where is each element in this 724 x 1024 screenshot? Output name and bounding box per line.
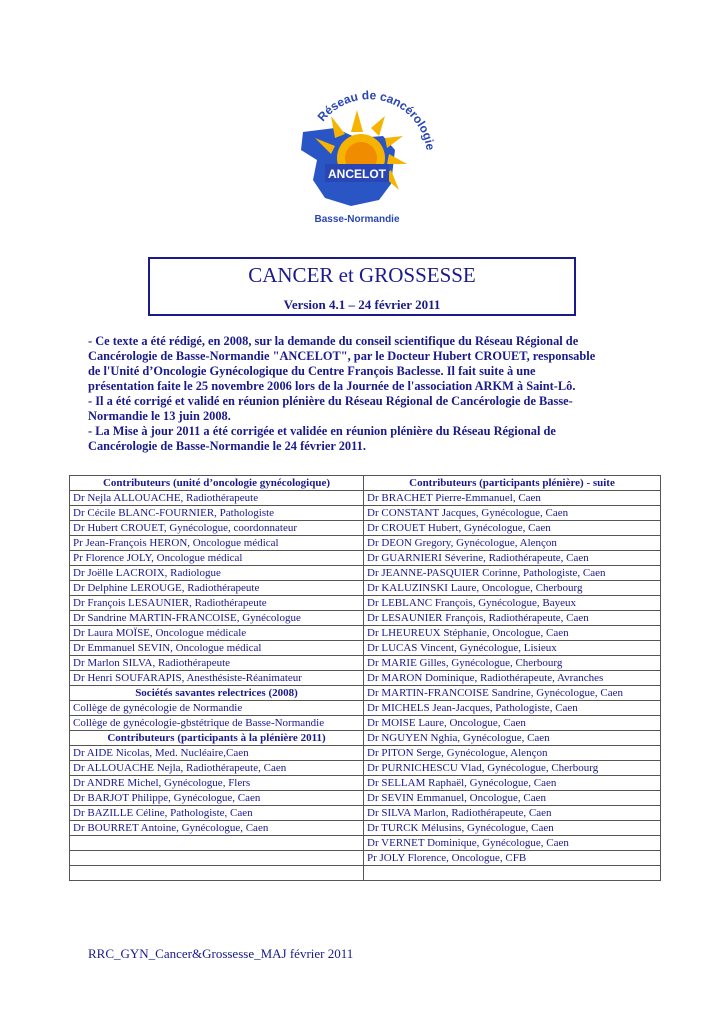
table-cell: Dr MARON Dominique, Radiothérapeute, Avranches (364, 671, 661, 686)
ancelot-logo (295, 80, 445, 230)
table-cell: Dr Nejla ALLOUACHE, Radiothérapeute (70, 491, 364, 506)
table-cell: Dr LHEUREUX Stéphanie, Oncologue, Caen (364, 626, 661, 641)
table-cell: Dr SELLAM Raphaël, Gynécologue, Caen (364, 776, 661, 791)
table-cell: Dr CROUET Hubert, Gynécologue, Caen (364, 521, 661, 536)
table-cell: Dr Delphine LEROUGE, Radiothérapeute (70, 581, 364, 596)
intro-line: Normandie le 13 juin 2008. (88, 409, 231, 423)
table-row (70, 776, 661, 791)
table-cell: Dr JEANNE-PASQUIER Corinne, Pathologiste, Caen (364, 566, 661, 581)
table-cell: Dr MOISE Laure, Oncologue, Caen (364, 716, 661, 731)
table-cell: Dr BRACHET Pierre-Emmanuel, Caen (364, 491, 661, 506)
table-cell (364, 866, 661, 881)
table-row (70, 596, 661, 611)
table-cell: Dr KALUZINSKI Laure, Oncologue, Cherbourg (364, 581, 661, 596)
table-row (70, 491, 661, 506)
table-cell (70, 836, 364, 851)
intro-line: Cancérologie de Basse-Normandie le 24 février 2011. (88, 439, 366, 453)
logo-arc-text: Réseau de cancérologie (314, 88, 438, 152)
contributors-table-body (70, 476, 661, 881)
intro-text (88, 334, 648, 454)
table-row (70, 536, 661, 551)
table-cell: Dr ALLOUACHE Nejla, Radiothérapeute, Caen (70, 761, 364, 776)
table-row (70, 626, 661, 641)
table-row (70, 701, 661, 716)
table-row (70, 581, 661, 596)
table-cell: Dr Laura MOÏSE, Oncologue médicale (70, 626, 364, 641)
table-row (70, 746, 661, 761)
logo-name: ANCELOT (328, 167, 386, 181)
table-cell: Dr BOURRET Antoine, Gynécologue, Caen (70, 821, 364, 836)
table-row (70, 806, 661, 821)
table-cell: Dr Cécile BLANC-FOURNIER, Pathologiste (70, 506, 364, 521)
table-cell: Dr Hubert CROUET, Gynécologue, coordonnateur (70, 521, 364, 536)
table-cell: Dr CONSTANT Jacques, Gynécologue, Caen (364, 506, 661, 521)
table-cell: Dr AIDE Nicolas, Med. Nucléaire,Caen (70, 746, 364, 761)
table-cell: Dr Marlon SILVA, Radiothérapeute (70, 656, 364, 671)
table-cell: Dr Emmanuel SEVIN, Oncologue médical (70, 641, 364, 656)
table-cell: Dr Joëlle LACROIX, Radiologue (70, 566, 364, 581)
logo-graphic (295, 80, 445, 230)
footer-filename: RRC_GYN_Cancer&Grossesse_MAJ février 2011 (88, 946, 354, 961)
intro-line: Cancérologie de Basse-Normandie "ANCELOT", par le Docteur Hubert CROUET, responsable (88, 349, 596, 363)
table-row (70, 761, 661, 776)
table-cell: Dr NGUYEN Nghia, Gynécologue, Caen (364, 731, 661, 746)
table-row (70, 821, 661, 836)
table-row (70, 551, 661, 566)
intro-line: - La Mise à jour 2011 a été corrigée et validée en réunion plénière du Réseau Régional de (88, 424, 556, 438)
table-row (70, 686, 661, 701)
table-row (70, 671, 661, 686)
table-cell: Dr SEVIN Emmanuel, Oncologue, Caen (364, 791, 661, 806)
logo-region: Basse-Normandie (314, 214, 400, 225)
table-row (70, 656, 661, 671)
table-row (70, 866, 661, 881)
table-cell: Dr DEON Gregory, Gynécologue, Alençon (364, 536, 661, 551)
intro-line: - Il a été corrigé et validé en réunion plénière du Réseau Régional de Cancérologie de Basse- (88, 394, 573, 408)
intro-line: - Ce texte a été rédigé, en 2008, sur la demande du conseil scientifique du Réseau Régional de (88, 334, 579, 348)
table-cell: Dr VERNET Dominique, Gynécologue, Caen (364, 836, 661, 851)
table-section-header: Contributeurs (unité d’oncologie gynécologique) (70, 476, 364, 491)
table-cell: Pr JOLY Florence, Oncologue, CFB (364, 851, 661, 866)
table-row (70, 731, 661, 746)
table-cell: Dr BAZILLE Céline, Pathologiste, Caen (70, 806, 364, 821)
table-cell: Dr MICHELS Jean-Jacques, Pathologiste, Caen (364, 701, 661, 716)
table-cell: Dr MARIE Gilles, Gynécologue, Cherbourg (364, 656, 661, 671)
table-cell: Dr BARJOT Philippe, Gynécologue, Caen (70, 791, 364, 806)
table-section-header: Contributeurs (participants plénière) - suite (364, 476, 661, 491)
contributors-table (69, 475, 661, 881)
table-cell: Pr Florence JOLY, Oncologue médical (70, 551, 364, 566)
table-cell (70, 866, 364, 881)
table-cell: Dr Henri SOUFARAPIS, Anesthésiste-Réanimateur (70, 671, 364, 686)
table-cell: Dr PURNICHESCU Vlad, Gynécologue, Cherbourg (364, 761, 661, 776)
table-cell: Collège de gynécologie de Normandie (70, 701, 364, 716)
table-row (70, 521, 661, 536)
table-section-header: Sociétés savantes relectrices (2008) (70, 686, 364, 701)
table-cell: Dr MARTIN-FRANCOISE Sandrine, Gynécologue, Caen (364, 686, 661, 701)
table-cell: Dr LUCAS Vincent, Gynécologue, Lisieux (364, 641, 661, 656)
intro-line: de l'Unité d’Oncologie Gynécologique du Centre François Baclesse. Il fait suite à une (88, 364, 536, 378)
table-row (70, 836, 661, 851)
intro-line: présentation faite le 25 novembre 2006 lors de la Journée de l'association ARKM à Saint-Lô. (88, 379, 576, 393)
title-box (148, 257, 576, 316)
table-row (70, 476, 661, 491)
document-version: Version 4.1 – 24 février 2011 (283, 297, 441, 312)
table-cell (70, 851, 364, 866)
table-cell: Dr ANDRE Michel, Gynécologue, Flers (70, 776, 364, 791)
table-cell: Collège de gynécologie-gbstétrique de Basse-Normandie (70, 716, 364, 731)
table-cell: Dr TURCK Mélusins, Gynécologue, Caen (364, 821, 661, 836)
table-cell: Dr François LESAUNIER, Radiothérapeute (70, 596, 364, 611)
table-row (70, 611, 661, 626)
table-cell: Dr Sandrine MARTIN-FRANCOISE, Gynécologue (70, 611, 364, 626)
table-section-header: Contributeurs (participants à la plénière 2011) (70, 731, 364, 746)
table-cell: Dr LESAUNIER François, Radiothérapeute, Caen (364, 611, 661, 626)
table-cell: Dr PITON Serge, Gynécologue, Alençon (364, 746, 661, 761)
table-row (70, 791, 661, 806)
table-cell: Dr LEBLANC François, Gynécologue, Bayeux (364, 596, 661, 611)
table-row (70, 716, 661, 731)
table-row (70, 851, 661, 866)
table-cell: Pr Jean-François HERON, Oncologue médical (70, 536, 364, 551)
table-row (70, 641, 661, 656)
table-cell: Dr SILVA Marlon, Radiothérapeute, Caen (364, 806, 661, 821)
table-cell: Dr GUARNIERI Séverine, Radiothérapeute, Caen (364, 551, 661, 566)
document-title: CANCER et GROSSESSE (248, 263, 476, 287)
table-row (70, 566, 661, 581)
table-row (70, 506, 661, 521)
